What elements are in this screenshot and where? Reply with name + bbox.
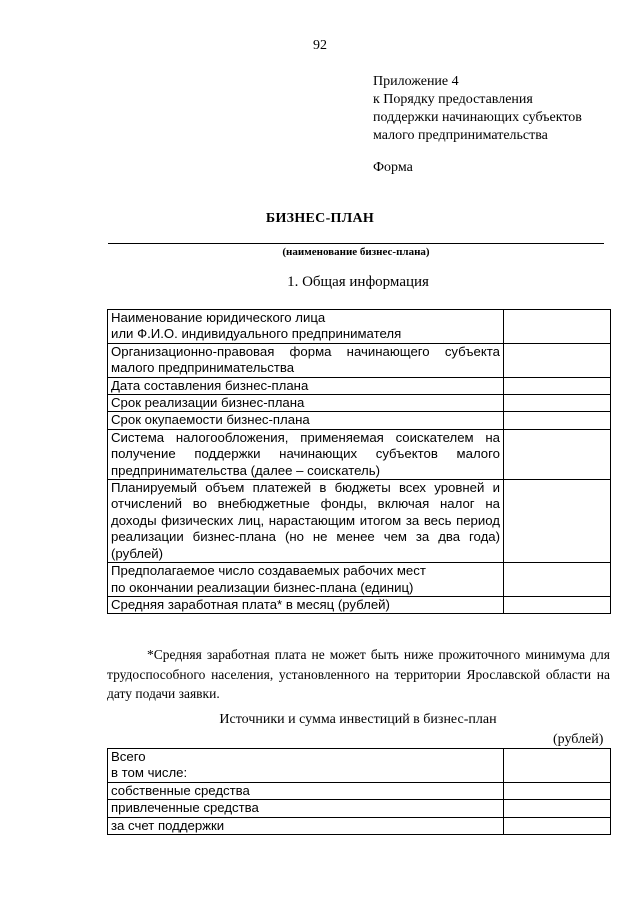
table-row	[108, 817, 611, 834]
table-row	[108, 343, 611, 377]
row-label: за счет поддержки	[108, 817, 504, 834]
table-row	[108, 310, 611, 344]
value-cell[interactable]	[504, 749, 611, 783]
footnote-text: *Средняя заработная плата не может быть ниже прожиточного минимума для трудоспособного населения, установленного на территории Ярославской области на дату подачи заявки.	[107, 647, 610, 701]
value-cell[interactable]	[504, 343, 611, 377]
row-label-line: Наименование юридического лица	[111, 310, 326, 325]
page-number: 92	[313, 38, 327, 53]
value-cell[interactable]	[504, 817, 611, 834]
row-label-line: Предполагаемое число создаваемых рабочих мест	[111, 563, 426, 579]
appendix-header	[373, 73, 582, 145]
value-cell[interactable]	[504, 377, 611, 394]
table-row	[108, 412, 611, 429]
appendix-line: Приложение 4	[373, 74, 459, 89]
table-row	[108, 429, 611, 479]
row-label: Срок реализации бизнес-плана	[108, 395, 504, 412]
row-label-line: в том числе:	[111, 765, 188, 781]
table-row	[108, 480, 611, 563]
appendix-line: к Порядку предоставления	[373, 92, 533, 107]
form-label: Форма	[373, 160, 413, 175]
plan-name-caption: (наименование бизнес-плана)	[282, 246, 430, 258]
table-row	[108, 377, 611, 394]
row-label: Дата составления бизнес-плана	[108, 377, 504, 394]
row-label: Система налогообложения, применяемая соискателем на получение поддержки начинающих субъектов малого предпринимательства (далее – соискатель)	[108, 429, 504, 479]
general-info-table	[107, 309, 611, 614]
row-label	[108, 563, 504, 597]
value-cell[interactable]	[504, 480, 611, 563]
table-row	[108, 596, 611, 613]
currency-label: (рублей)	[553, 732, 604, 747]
appendix-line: малого предпринимательства	[373, 128, 548, 143]
plan-name-line[interactable]	[108, 243, 604, 244]
investments-table	[107, 748, 611, 835]
row-label: Средняя заработная плата* в месяц (рублей)	[108, 596, 504, 613]
row-label: привлеченные средства	[108, 800, 504, 817]
row-label: собственные средства	[108, 782, 504, 799]
row-label	[108, 310, 504, 344]
table-row	[108, 782, 611, 799]
value-cell[interactable]	[504, 429, 611, 479]
value-cell[interactable]	[504, 395, 611, 412]
table-row	[108, 749, 611, 783]
row-label-line: или Ф.И.О. индивидуального предпринимателя	[111, 326, 402, 342]
document-title: БИЗНЕС-ПЛАН	[265, 211, 375, 226]
row-label: Организационно-правовая форма начинающего субъекта малого предпринимательства	[108, 343, 504, 377]
value-cell[interactable]	[504, 310, 611, 344]
value-cell[interactable]	[504, 800, 611, 817]
salary-footnote	[107, 645, 610, 704]
value-cell[interactable]	[504, 563, 611, 597]
value-cell[interactable]	[504, 596, 611, 613]
value-cell[interactable]	[504, 412, 611, 429]
value-cell[interactable]	[504, 782, 611, 799]
row-label-line: по окончании реализации бизнес-плана (единиц)	[111, 579, 414, 595]
table-row	[108, 800, 611, 817]
section-heading-general-info: 1. Общая информация	[287, 274, 429, 290]
table-row	[108, 563, 611, 597]
section-heading-investments: Источники и сумма инвестиций в бизнес-план	[219, 712, 497, 727]
row-label: Планируемый объем платежей в бюджеты всех уровней и отчислений во внебюджетные фонды, включая налог на доходы физических лиц, нарастающим итогом за весь период реализации бизнес-плана (но не менее чем за два года) (рублей)	[108, 480, 504, 563]
row-label: Срок окупаемости бизнес-плана	[108, 412, 504, 429]
table-row	[108, 395, 611, 412]
row-label	[108, 749, 504, 783]
appendix-line: поддержки начинающих субъектов	[373, 110, 582, 125]
row-label-line: Всего	[111, 749, 146, 764]
